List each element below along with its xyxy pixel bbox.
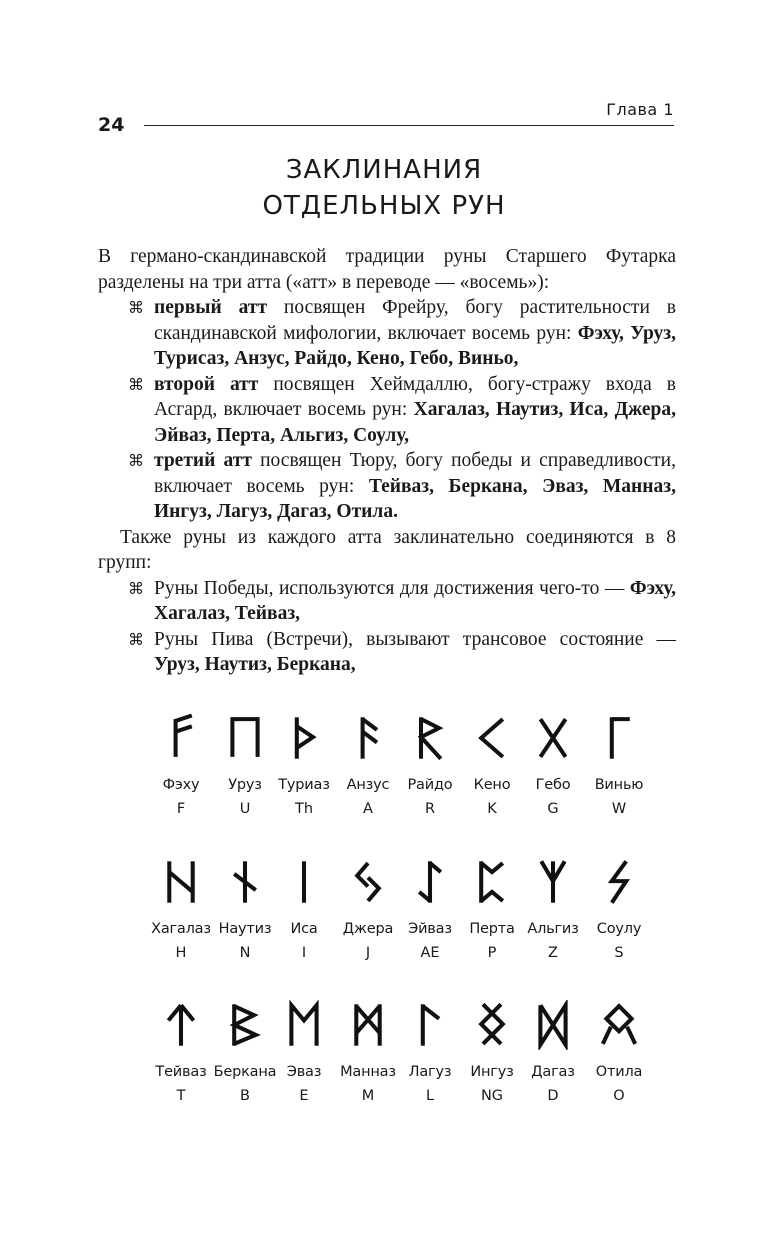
section-title-line-2: ОТДЕЛЬНЫХ РУН: [262, 191, 506, 221]
hagalaz-rune-icon: [163, 857, 199, 907]
rune-name: Уруз: [228, 777, 262, 793]
rune-stroke: [612, 861, 626, 902]
att-description: посвящен Фрейру, богу растительности в скандинавской мифологии, включает восемь рун:: [154, 297, 676, 344]
att-runes: Хагалаз, Наутиз, Иса, Джера, Эйваз, Перта, Альгиз, Соулу,: [154, 399, 676, 446]
command-key-bullet-icon: ⌘: [128, 374, 144, 394]
command-key-bullet-icon: ⌘: [128, 629, 144, 649]
rune-name: Манназ: [340, 1064, 396, 1080]
rune-name: Альгиз: [527, 921, 579, 937]
command-key-bullet-icon: ⌘: [128, 298, 144, 317]
rune-stroke: [481, 892, 503, 901]
rune-name: Лагуз: [408, 1064, 452, 1080]
group-description: Руны Пива (Встречи), вызывают трансовое состояние —: [154, 628, 676, 650]
rune-stroke: [169, 872, 192, 892]
rune-latin-letter: T: [176, 1088, 186, 1104]
rune-cell: [586, 857, 652, 961]
att-name: второй атт: [154, 373, 259, 395]
rune-cell: [271, 1000, 337, 1104]
rune-cell: [459, 1000, 525, 1104]
rune-latin-letter: P: [487, 945, 497, 961]
rune-cell: [520, 1000, 586, 1104]
rune-name: Ингуз: [470, 1064, 514, 1080]
chapter-label: Глава 1: [606, 100, 674, 119]
rune-latin-letter: W: [611, 801, 627, 817]
rune-latin-letter: M: [361, 1088, 375, 1104]
rune-latin-letter: H: [175, 945, 187, 961]
rune-latin-letter: E: [299, 1088, 309, 1104]
rune-stroke: [363, 719, 377, 730]
fehu-rune-icon: [163, 713, 199, 763]
rune-stroke: [363, 732, 377, 743]
rune-name: Наутиз: [218, 921, 272, 937]
group-runes: Фэху, Хагалаз, Тейваз,: [154, 577, 676, 624]
dagaz-rune-icon: [535, 1000, 571, 1050]
rune-latin-letter: Z: [548, 945, 558, 961]
att-description: посвящен Тюру, богу победы и справедливости, включает восемь рун:: [154, 450, 676, 497]
rune-cell: [212, 1000, 278, 1104]
rune-stroke: [291, 1005, 316, 1045]
rune-stroke: [603, 1027, 611, 1044]
rune-name: Райдо: [407, 777, 453, 793]
rune-cell: [148, 1000, 214, 1104]
group-runes: Уруз, Наутиз, Беркана,: [154, 654, 356, 675]
ingwaz-rune-icon: [474, 1000, 510, 1050]
intro-paragraph: В германо-скандинавской традиции руны Старшего Футарка разделены на три атта («атт» в переводе — «восемь»):: [98, 246, 676, 293]
rune-name: Дагаз: [531, 1064, 575, 1080]
rune-stroke: [176, 726, 192, 731]
rune-cell: [148, 857, 214, 961]
rune-latin-letter: O: [613, 1088, 625, 1104]
ehwaz-rune-icon: [286, 1000, 322, 1050]
rune-stroke: [481, 863, 503, 872]
rune-name: Соулу: [596, 921, 642, 937]
algiz-rune-icon: [535, 857, 571, 907]
rune-cell: [397, 713, 463, 817]
rune-stroke: [234, 1006, 256, 1044]
rune-cell: [212, 713, 278, 817]
rune-name: Анзус: [346, 777, 390, 793]
groups-intro-paragraph: Также руны из каждого атта заклинательно соединяются в 8 групп:: [98, 526, 676, 573]
rune-name: Кено: [473, 777, 511, 793]
rune-cell: [520, 713, 586, 817]
rune-name: Беркана: [213, 1064, 277, 1080]
rune-cell: [271, 857, 337, 961]
rune-latin-letter: N: [239, 945, 251, 961]
rune-latin-letter: L: [425, 1088, 435, 1104]
att-name: третий атт: [154, 450, 252, 471]
mannaz-rune-icon: [350, 1000, 386, 1050]
rune-latin-letter: NG: [480, 1088, 504, 1104]
jera-rune-icon: [350, 857, 386, 907]
wunjo-rune-icon: [601, 713, 637, 763]
att-runes: Тейваз, Беркана, Эваз, Манназ, Ингуз, Лагуз, Дагаз, Отила.: [154, 475, 676, 522]
rune-cell: [397, 857, 463, 961]
rune-stroke: [297, 726, 313, 748]
rune-cell: [335, 1000, 401, 1104]
att-description: посвящен Хеймдаллю, богу-стражу входа в Асгард, включает восемь рун:: [154, 373, 676, 420]
rune-latin-letter: G: [547, 801, 559, 817]
rune-cell: [397, 1000, 463, 1104]
rune-stroke: [232, 719, 257, 757]
raido-rune-icon: [412, 713, 448, 763]
berkana-rune-icon: [227, 1000, 263, 1050]
att-runes: Фэху, Уруз, Турисаз, Анзус, Райдо, Кено, Гебо, Виньо,: [154, 322, 676, 369]
rune-latin-letter: B: [240, 1088, 250, 1104]
rune-stroke: [423, 1006, 439, 1019]
rune-latin-letter: Th: [294, 801, 314, 817]
tiwaz-rune-icon: [163, 1000, 199, 1050]
rune-cell: [586, 1000, 652, 1104]
uruz-rune-icon: [227, 713, 263, 763]
rune-stroke: [421, 719, 441, 759]
rune-stroke: [176, 716, 192, 721]
rune-cell: [271, 713, 337, 817]
rune-name: Хагалаз: [151, 921, 211, 937]
perthro-rune-icon: [474, 857, 510, 907]
rune-name: Эваз: [286, 1064, 322, 1080]
rune-latin-letter: I: [301, 945, 307, 961]
rune-name: Перта: [469, 921, 515, 937]
rune-name: Джера: [342, 921, 394, 937]
rune-latin-letter: J: [365, 945, 371, 961]
rune-name: Отила: [595, 1064, 643, 1080]
laguz-rune-icon: [412, 1000, 448, 1050]
rune-name: Фэху: [162, 777, 200, 793]
command-key-bullet-icon: ⌘: [128, 451, 144, 470]
att-name: первый атт: [154, 297, 268, 318]
rune-stroke: [368, 878, 379, 901]
rune-stroke: [481, 719, 503, 757]
rune-cell: [586, 713, 652, 817]
rune-latin-letter: K: [487, 801, 497, 817]
eihwaz-rune-icon: [412, 857, 448, 907]
section-title-line-1: ЗАКЛИНАНИЯ: [285, 155, 483, 185]
rune-latin-letter: A: [363, 801, 373, 817]
kenaz-rune-icon: [474, 713, 510, 763]
group-description: Руны Победы, используются для достижения чего-то —: [154, 577, 630, 599]
rune-name: Туриаз: [278, 777, 330, 793]
rune-cell: [459, 713, 525, 817]
page-number: 24: [98, 114, 125, 136]
rune-name: Иса: [290, 921, 318, 937]
nauthiz-rune-icon: [227, 857, 263, 907]
rune-name: Тейваз: [155, 1064, 207, 1080]
rune-cell: [335, 857, 401, 961]
rune-latin-letter: D: [547, 1088, 559, 1104]
rune-latin-letter: AE: [420, 945, 440, 961]
rune-latin-letter: S: [614, 945, 624, 961]
rune-name: Винью: [594, 777, 644, 793]
rune-latin-letter: U: [239, 801, 251, 817]
gebo-rune-icon: [535, 713, 571, 763]
rune-latin-letter: R: [424, 801, 436, 817]
rune-cell: [520, 857, 586, 961]
rune-name: Эйваз: [408, 921, 452, 937]
rune-name: Гебо: [535, 777, 571, 793]
rune-latin-letter: F: [176, 801, 186, 817]
rune-cell: [212, 857, 278, 961]
thurisaz-rune-icon: [286, 713, 322, 763]
rune-stroke: [357, 863, 368, 886]
othala-rune-icon: [601, 1000, 637, 1050]
rune-cell: [459, 857, 525, 961]
isa-rune-icon: [286, 857, 322, 907]
sowilo-rune-icon: [601, 857, 637, 907]
rune-stroke: [627, 1027, 635, 1044]
rune-cell: [148, 713, 214, 817]
rune-cell: [335, 713, 401, 817]
command-key-bullet-icon: ⌘: [128, 578, 144, 598]
ansuz-rune-icon: [350, 713, 386, 763]
rune-stroke: [540, 1005, 565, 1045]
